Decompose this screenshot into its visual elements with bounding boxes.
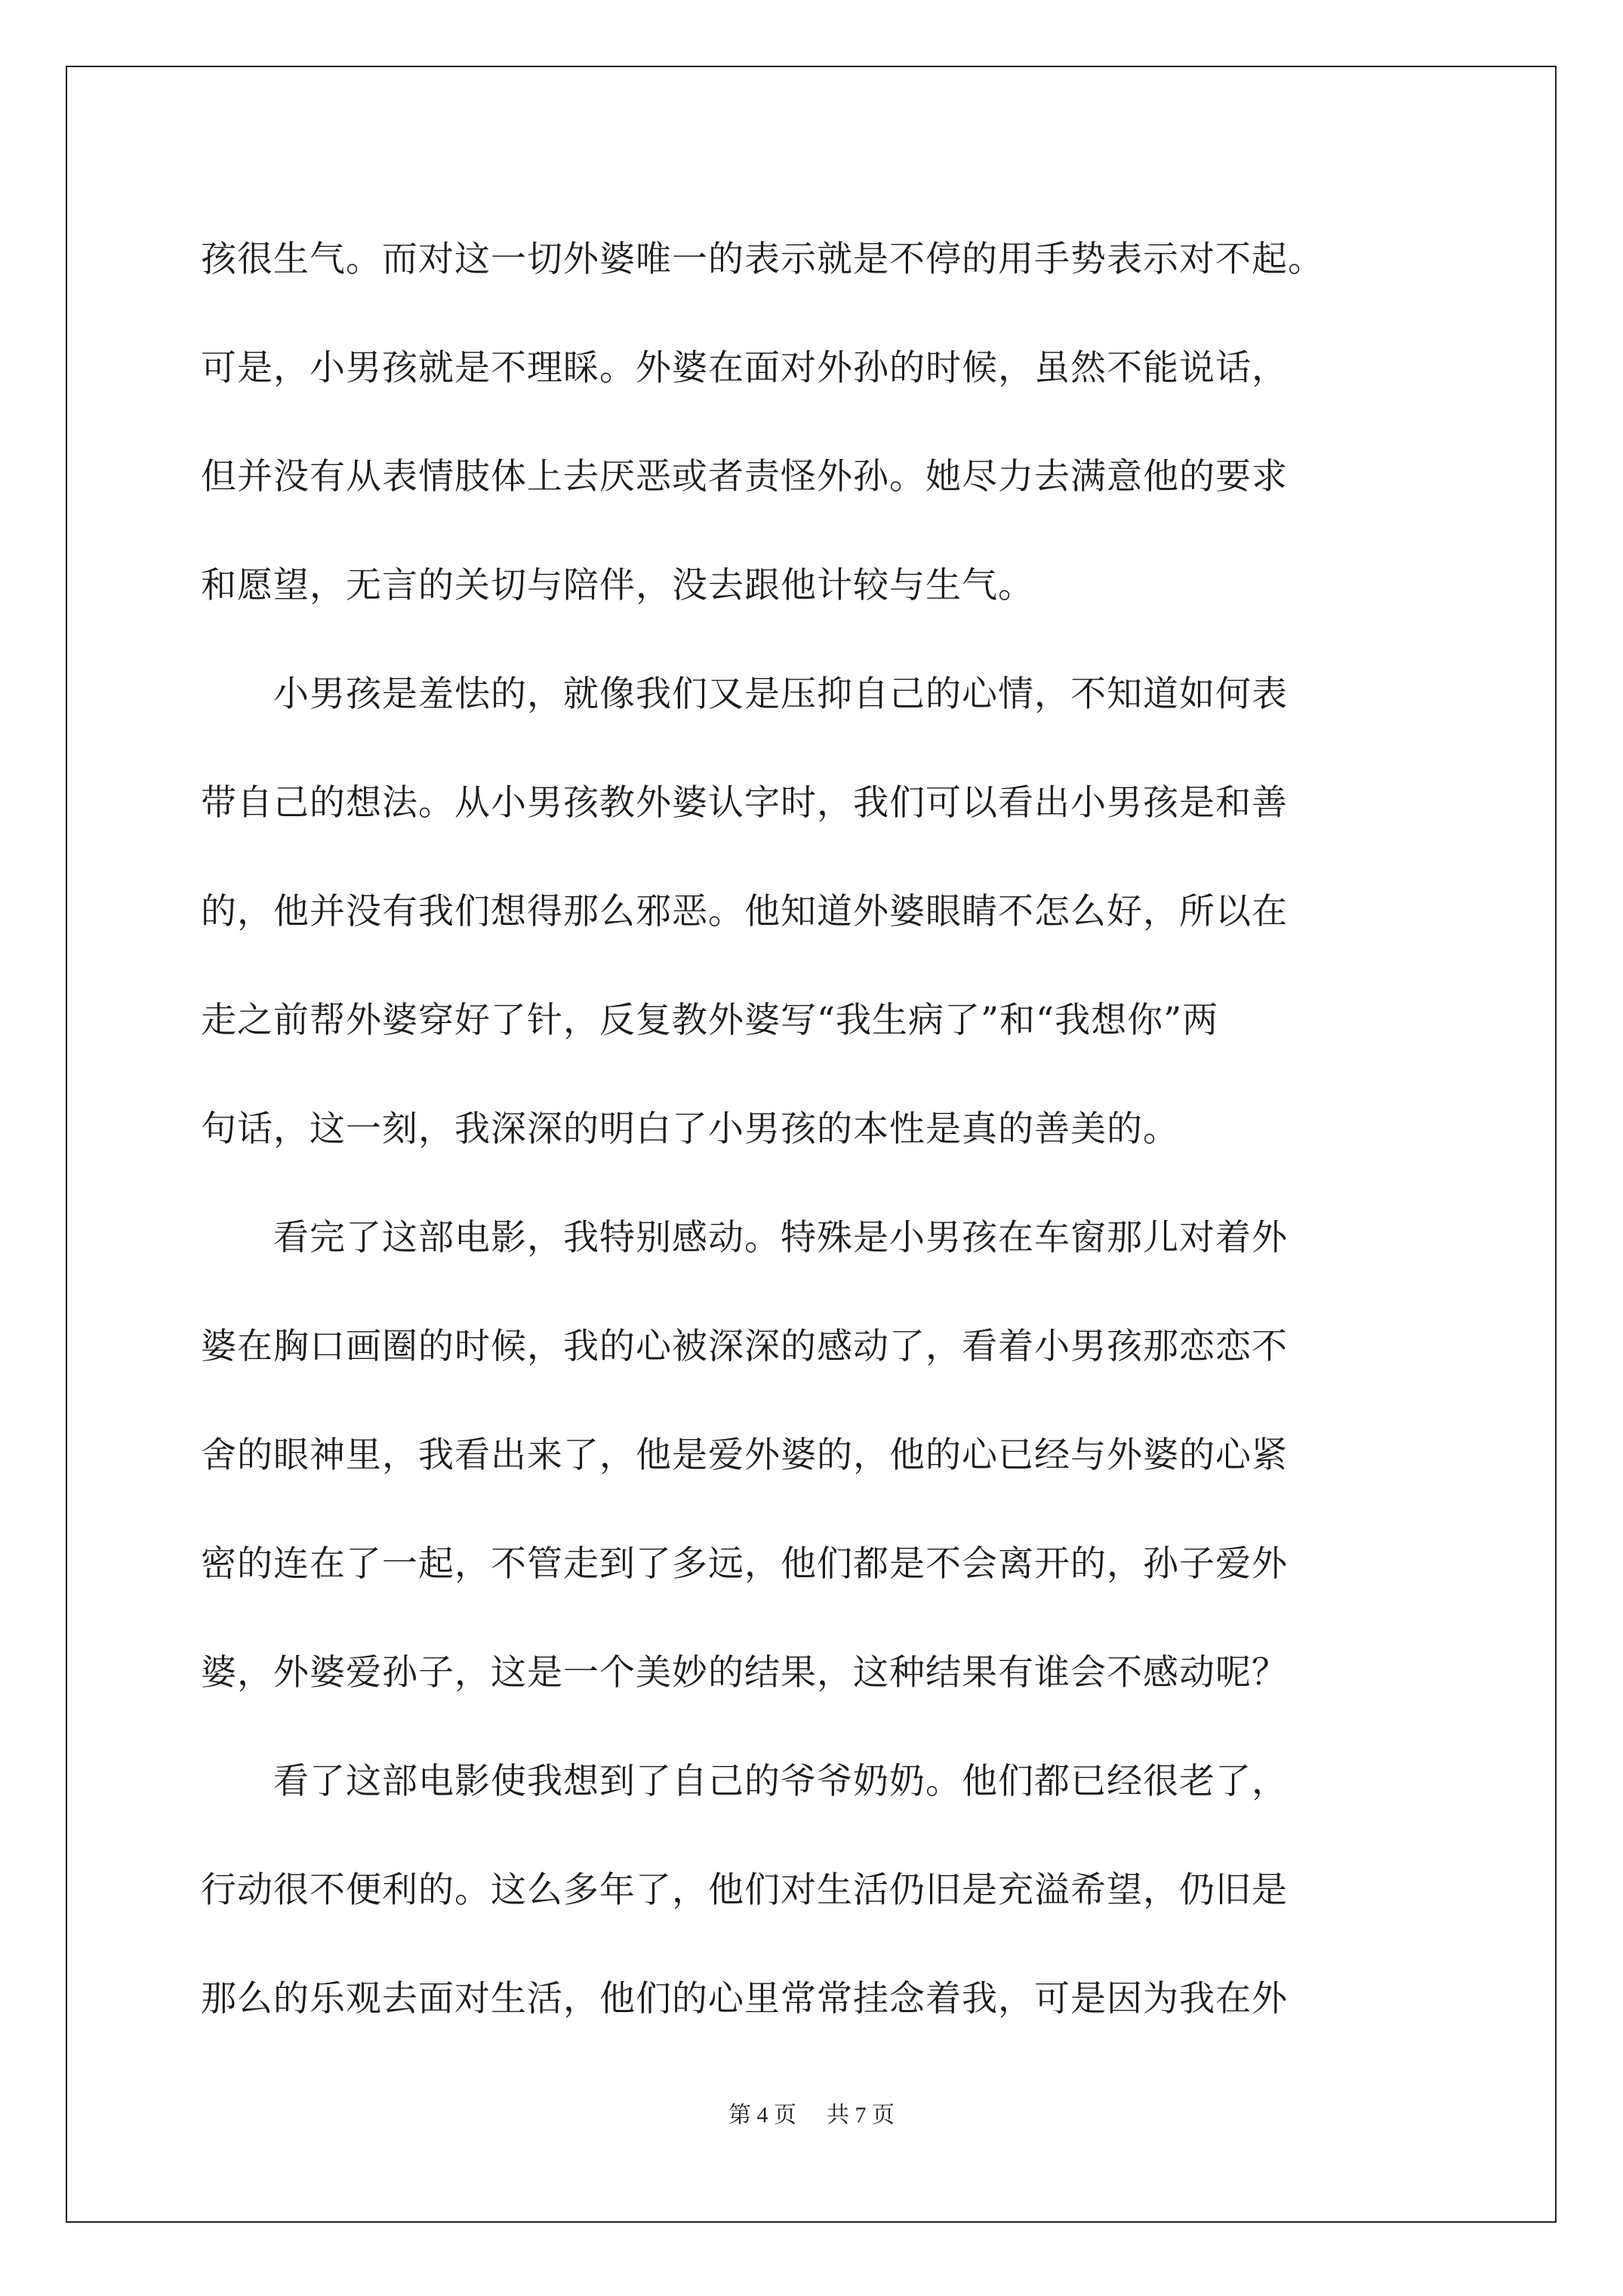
text-line: 可是，小男孩就是不理睬。外婆在面对外孙的时候，虽然不能说话， [201,347,1288,389]
document-body [201,205,1439,2054]
text-line: 密的连在了一起，不管走到了多远，他们都是不会离开的，孙子爱外 [201,1543,1288,1585]
text-line: 带自己的想法。从小男孩教外婆认字时，我们可以看出小男孩是和善 [201,782,1288,824]
text-line: 走之前帮外婆穿好了针，反复教外婆写“我生病了”和“我想你”两 [201,1000,1219,1041]
paragraph-start-line: 看完了这部电影，我特别感动。特殊是小男孩在车窗那儿对着外 [273,1217,1288,1259]
text-line: 行动很不便利的。这么多年了，他们对生活仍旧是充溢希望，仍旧是 [201,1869,1288,1911]
text-line: 婆，外婆爱孙子，这是一个美妙的结果，这种结果有谁会不感动呢？ [201,1652,1288,1693]
text-line: 句话，这一刻，我深深的明白了小男孩的本性是真的善美的。 [201,1108,1179,1150]
paragraph-start-line: 看了这部电影使我想到了自己的爷爷奶奶。他们都已经很老了， [273,1761,1288,1802]
page-number-current: 第 4 页 [728,2103,796,2128]
text-line: 和愿望，无言的关切与陪伴，没去跟他计较与生气。 [201,565,1034,606]
page-number-total: 共 7 页 [827,2103,895,2128]
text-line: 孩很生气。而对这一切外婆唯一的表示就是不停的用手势表示对不起。 [201,239,1324,280]
page-footer [0,2096,1623,2129]
text-line: 那么的乐观去面对生活，他们的心里常常挂念着我，可是因为我在外 [201,1978,1288,2020]
text-line: 舍的眼神里，我看出来了，他是爱外婆的，他的心已经与外婆的心紧 [201,1435,1288,1476]
text-line: 的，他并没有我们想得那么邪恶。他知道外婆眼睛不怎么好，所以在 [201,891,1288,932]
paragraph-start-line: 小男孩是羞怯的，就像我们又是压抑自己的心情，不知道如何表 [273,673,1288,715]
text-line: 婆在胸口画圈的时候，我的心被深深的感动了，看着小男孩那恋恋不 [201,1326,1288,1367]
text-line: 但并没有从表情肢体上去厌恶或者责怪外孙。她尽力去满意他的要求 [201,456,1288,498]
